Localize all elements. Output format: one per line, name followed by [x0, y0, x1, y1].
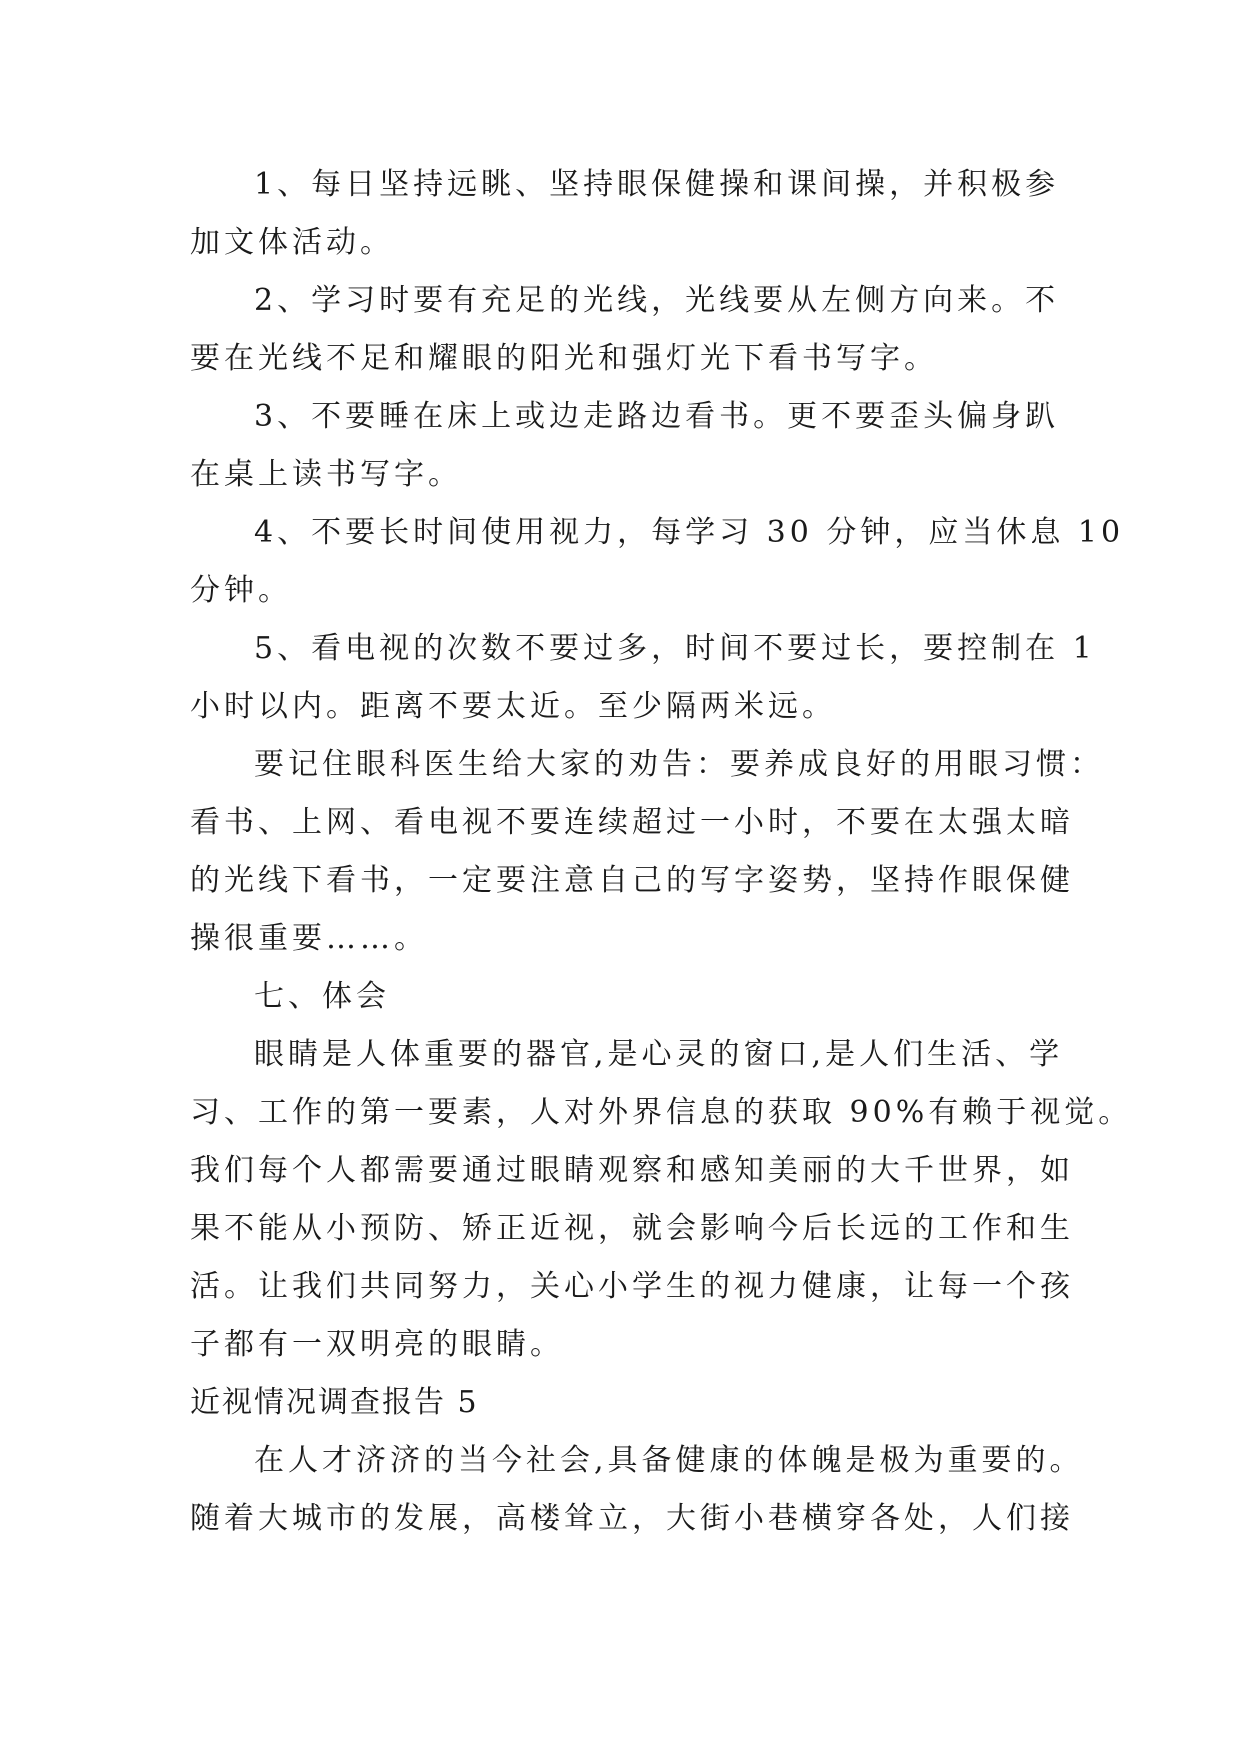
- reflection-line-1: 眼睛是人体重要的器官,是心灵的窗口,是人们生活、学: [254, 1037, 1064, 1072]
- tip-2-line-1: 2、学习时要有充足的光线，光线要从左侧方向来。不: [254, 283, 1060, 318]
- section-heading-reflection: 七、体会: [254, 979, 390, 1014]
- reflection-line-6: 子都有一双明亮的眼睛。: [190, 1327, 564, 1362]
- advice-line-3: 的光线下看书，一定要注意自己的写字姿势，坚持作眼保健: [190, 863, 1074, 898]
- advice-line-4: 操很重要……。: [190, 921, 428, 956]
- tip-2-line-2: 要在光线不足和耀眼的阳光和强灯光下看书写字。: [190, 341, 938, 376]
- document-page: [190, 156, 1133, 1548]
- tip-4-line-2: 分钟。: [190, 573, 292, 608]
- tip-5-line-1: 5、看电视的次数不要过多，时间不要过长，要控制在 1: [254, 631, 1096, 666]
- reflection-line-5: 活。让我们共同努力，关心小学生的视力健康，让每一个孩: [190, 1269, 1074, 1304]
- report-intro-line-2: 随着大城市的发展，高楼耸立，大街小巷横穿各处，人们接: [190, 1501, 1074, 1536]
- report-title: 近视情况调查报告 5: [190, 1385, 479, 1420]
- tip-1-line-1: 1、每日坚持远眺、坚持眼保健操和课间操，并积极参: [254, 167, 1060, 202]
- tip-3-line-2: 在桌上读书写字。: [190, 457, 462, 492]
- report-intro-line-1: 在人才济济的当今社会,具备健康的体魄是极为重要的。: [254, 1443, 1084, 1478]
- advice-line-2: 看书、上网、看电视不要连续超过一小时，不要在太强太暗: [190, 805, 1074, 840]
- tip-3-line-1: 3、不要睡在床上或边走路边看书。更不要歪头偏身趴: [254, 399, 1060, 434]
- reflection-line-2: 习、工作的第一要素，人对外界信息的获取 90%有赖于视觉。: [190, 1095, 1133, 1130]
- advice-line-1: 要记住眼科医生给大家的劝告：要养成良好的用眼习惯：: [254, 747, 1104, 782]
- tip-5-line-2: 小时以内。距离不要太近。至少隔两米远。: [190, 689, 836, 724]
- tip-4-line-1: 4、不要长时间使用视力，每学习 30 分钟，应当休息 10: [254, 515, 1125, 550]
- tip-1-line-2: 加文体活动。: [190, 225, 394, 260]
- reflection-line-3: 我们每个人都需要通过眼睛观察和感知美丽的大千世界，如: [190, 1153, 1074, 1188]
- reflection-line-4: 果不能从小预防、矫正近视，就会影响今后长远的工作和生: [190, 1211, 1074, 1246]
